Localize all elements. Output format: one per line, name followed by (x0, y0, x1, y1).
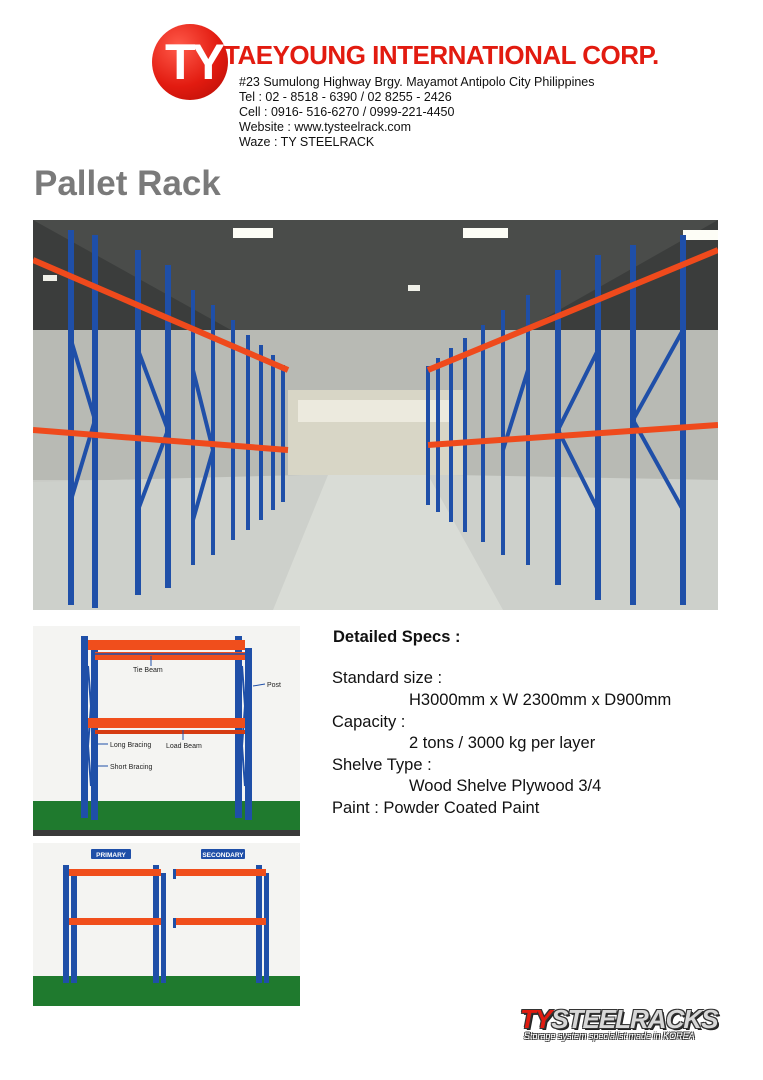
page-title: Pallet Rack (34, 164, 221, 203)
post-label: Post (267, 682, 282, 689)
shelve-type-label: Shelve Type : (332, 756, 432, 774)
logo-text: TY (165, 34, 221, 90)
tie-beam-label: Tie Beam (133, 667, 163, 674)
secondary-label: SECONDARY (202, 852, 244, 859)
standard-size-label: Standard size : (332, 669, 443, 687)
capacity-value: 2 tons / 3000 kg per layer (409, 734, 596, 752)
address-line: #23 Sumulong Highway Brgy. Mayamot Antipolo City Philippines (239, 75, 595, 89)
tel-line: Tel : 02 - 8518 - 6390 / 02 8255 - 2426 (239, 90, 452, 104)
short-bracing-label: Short Bracing (110, 764, 153, 771)
capacity-label: Capacity : (332, 713, 406, 731)
footer-logo-tagline: Storage system specialist made in KOREA (524, 1031, 695, 1041)
footer-logo-ty: TY (520, 1004, 552, 1034)
cell-line: Cell : 0916- 516-6270 / 0999-221-4450 (239, 105, 455, 119)
footer-logo-steelracks: STEELRACKS (551, 1004, 718, 1034)
website-line: Website : www.tysteelrack.com (239, 120, 412, 134)
waze-line: Waze : TY STEELRACK (239, 135, 375, 149)
company-name: TAEYOUNG INTERNATIONAL CORP. (224, 40, 659, 70)
paint-line: Paint : Powder Coated Paint (332, 799, 540, 817)
shelve-type-value: Wood Shelve Plywood 3/4 (409, 777, 602, 795)
primary-label: PRIMARY (96, 852, 126, 859)
primary-secondary-diagram (33, 843, 300, 1006)
warehouse-photo (33, 220, 718, 610)
standard-size-value: H3000mm x W 2300mm x D900mm (409, 691, 672, 709)
load-beam-label: Load Beam (166, 743, 202, 750)
rack-parts-diagram (33, 626, 300, 836)
specs-title: Detailed Specs : (333, 628, 461, 646)
long-bracing-label: Long Bracing (110, 742, 152, 749)
